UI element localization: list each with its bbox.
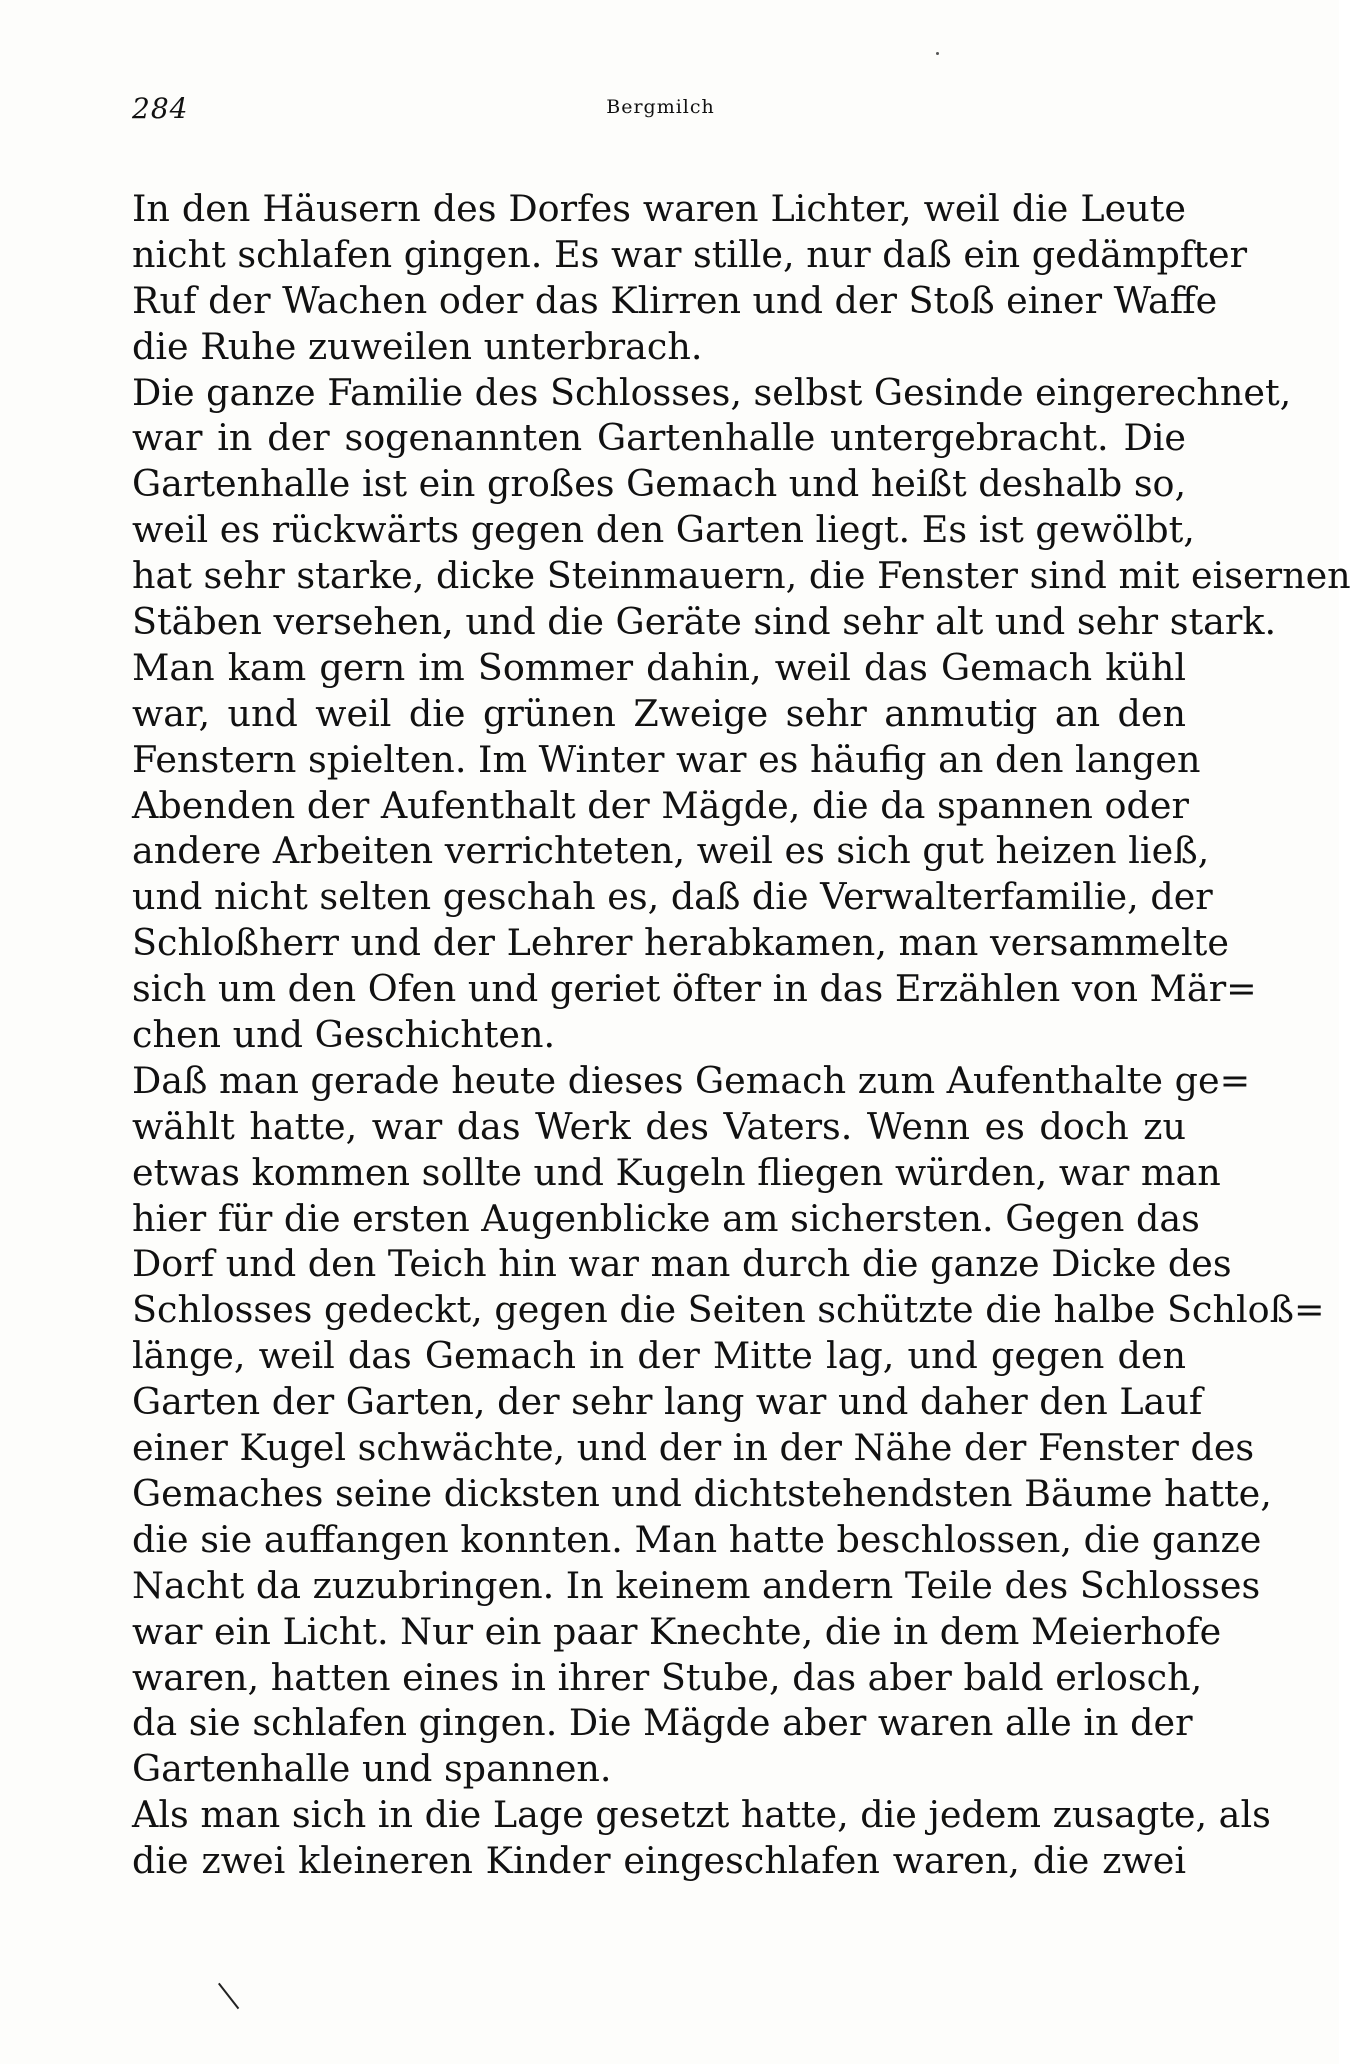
- text-line: Nacht da zuzubringen. In keinem andern Teile des Schlosses: [132, 1563, 1261, 1607]
- text-line: Schlosses gedeckt, gegen die Seiten schützte die halbe Schloß=: [132, 1288, 1325, 1332]
- text-line: chen und Geschichten.: [132, 1013, 556, 1057]
- text-line: einer Kugel schwächte, und der in der Nähe der Fenster des: [132, 1426, 1255, 1470]
- text-line: Gartenhalle und spannen.: [132, 1747, 612, 1791]
- text-line: und nicht selten geschah es, daß die Verwalterfamilie, der: [132, 875, 1213, 919]
- page-number: 284: [132, 92, 189, 125]
- text-line: Gemaches seine dicksten und dichtstehendsten Bäume hatte,: [132, 1471, 1272, 1515]
- text-line: war in der sogenannten Gartenhalle untergebracht. Die: [132, 416, 1186, 460]
- text-line: hat sehr starke, dicke Steinmauern, die Fenster sind mit eisernen: [132, 554, 1351, 598]
- text-line: Die ganze Familie des Schlosses, selbst Gesinde eingerechnet,: [132, 370, 1292, 414]
- text-line: Dorf und den Teich hin war man durch die ganze Dicke des: [132, 1242, 1232, 1286]
- text-line: waren, hatten eines in ihrer Stube, das aber bald erlosch,: [132, 1655, 1203, 1699]
- text-line: weil es rückwärts gegen den Garten liegt. Es ist gewölbt,: [132, 508, 1195, 552]
- text-line: wählt hatte, war das Werk des Vaters. Wenn es doch zu: [132, 1104, 1186, 1148]
- body-text: [132, 186, 1351, 1884]
- running-head: [132, 92, 1189, 132]
- text-line: Als man sich in die Lage gesetzt hatte, die jedem zusagte, als: [132, 1793, 1271, 1837]
- text-line: hier für die ersten Augenblicke am sichersten. Gegen das: [132, 1196, 1200, 1240]
- text-line: In den Häusern des Dorfes waren Lichter, weil die Leute: [132, 187, 1186, 230]
- text-line: da sie schlafen gingen. Die Mägde aber waren alle in der: [132, 1701, 1193, 1745]
- text-line: Gartenhalle ist ein großes Gemach und heißt deshalb so,: [132, 462, 1187, 506]
- text-line: die Ruhe zuweilen unterbrach.: [132, 324, 703, 368]
- text-line: Daß man gerade heute dieses Gemach zum Aufenthalte ge=: [132, 1058, 1251, 1102]
- text-line: etwas kommen sollte und Kugeln fliegen würden, war man: [132, 1150, 1221, 1194]
- text-line: war ein Licht. Nur ein paar Knechte, die in dem Meierhofe: [132, 1609, 1222, 1653]
- text-line: Schloßherr und der Lehrer herabkamen, man versammelte: [132, 921, 1229, 965]
- text-line: sich um den Ofen und geriet öfter in das Erzählen von Mär=: [132, 967, 1257, 1011]
- text-line: Garten der Garten, der sehr lang war und daher den Lauf: [132, 1380, 1203, 1424]
- text-line: Ruf der Wachen oder das Klirren und der Stoß einer Waffe: [132, 278, 1218, 322]
- scan-mark: [218, 1983, 239, 2009]
- text-line: länge, weil das Gemach in der Mitte lag, und gegen den: [132, 1334, 1186, 1378]
- scan-speck: [936, 52, 939, 55]
- text-line: Abenden der Aufenthalt der Mägde, die da spannen oder: [132, 783, 1189, 827]
- running-title: Bergmilch: [606, 96, 715, 118]
- text-line: die sie auffangen konnten. Man hatte beschlossen, die ganze: [132, 1517, 1262, 1561]
- text-line: war, und weil die grünen Zweige sehr anmutig an den: [132, 691, 1186, 735]
- text-line: nicht schlafen gingen. Es war stille, nur daß ein gedämpfter: [132, 232, 1248, 276]
- text-line: die zwei kleineren Kinder eingeschlafen waren, die zwei: [132, 1839, 1186, 1883]
- text-line: Stäben versehen, und die Geräte sind sehr alt und sehr stark.: [132, 600, 1277, 644]
- text-line: andere Arbeiten verrichteten, weil es sich gut heizen ließ,: [132, 829, 1210, 873]
- text-line: Man kam gern im Sommer dahin, weil das Gemach kühl: [132, 645, 1186, 689]
- text-line: Fenstern spielten. Im Winter war es häufig an den langen: [132, 737, 1201, 781]
